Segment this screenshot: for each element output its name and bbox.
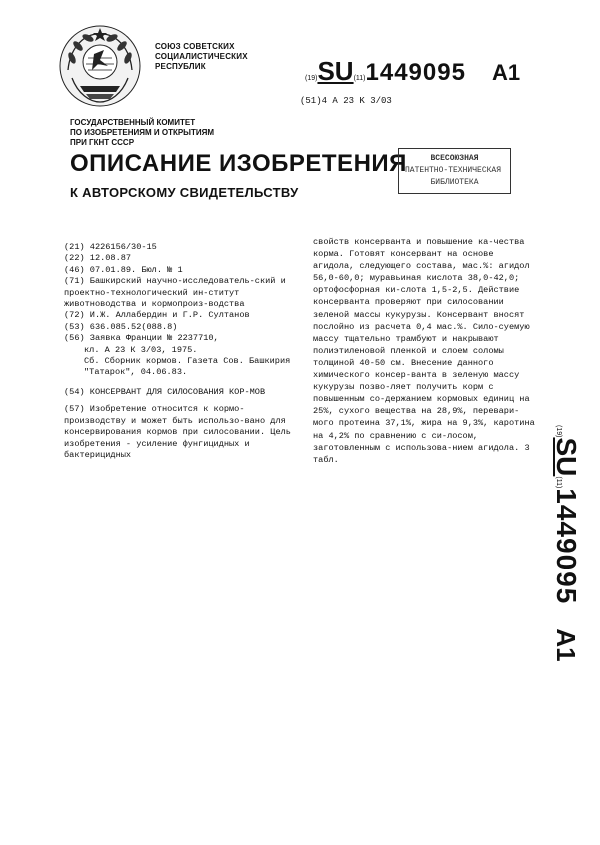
biblio-entry: (21) 4226156/30-15: [64, 242, 157, 252]
biblio-entry: (56) Заявка Франции № 2237710,: [64, 333, 219, 344]
committee-line: ПО ИЗОБРЕТЕНИЯМ И ОТКРЫТИЯМ: [70, 128, 215, 137]
biblio-entry: (72) И.Ж. Аллабердин и Г.Р. Султанов: [64, 310, 250, 321]
committee: [70, 118, 214, 148]
union-line: СОЦИАЛИСТИЧЕСКИХ: [155, 52, 248, 61]
union-line: СОЮЗ СОВЕТСКИХ: [155, 42, 235, 51]
vertical-patent-number: [544, 425, 582, 675]
stamp-line: ВСЕСОЮЗНАЯ: [430, 154, 479, 163]
patent-number: 1449095: [365, 59, 466, 86]
committee-line: ПРИ ГКНТ СССР: [70, 138, 135, 147]
patent-number: 1449095: [551, 488, 582, 605]
stamp-line: БИБЛИОТЕКА: [430, 178, 479, 187]
number-tag: (11): [353, 75, 366, 82]
left-column: [64, 242, 296, 461]
kind-code: A1: [491, 60, 521, 85]
biblio-entry: (53) 636.085.52(088.8): [64, 321, 178, 332]
union-line: РЕСПУБЛИК: [155, 62, 206, 71]
abstract-left: (57) Изобретение относится к кормо-производству и может быть использо-вано для консервирования кормов при силосовании. Цель изобретения - усиление фунгицидных и бактерицидных: [64, 404, 291, 460]
biblio-entry: кл. А 23 К 3/03, 1975.: [84, 344, 198, 355]
patent-number-block: [305, 56, 520, 87]
country-tag: (19): [305, 75, 318, 82]
kind-code: A1: [551, 628, 581, 662]
biblio-entry: (46) 07.01.89. Бюл. № 1: [64, 264, 183, 275]
country-code: SU: [317, 56, 354, 86]
biblio-entry: (71) Башкирский научно-исследователь-ский и проектно-технологический ин-ститут животноводства и кормопроиз-водства: [64, 276, 286, 310]
biblio-entry: (22) 12.08.87: [64, 253, 132, 264]
country-tag: (19): [555, 425, 562, 438]
ipc-classification: (51)4 A 23 K 3/03: [300, 96, 392, 106]
library-stamp: [398, 148, 511, 194]
state-emblem: [58, 24, 142, 108]
country-code: SU: [551, 437, 582, 477]
union-name: [155, 42, 248, 72]
invention-title: (54) КОНСЕРВАНТ ДЛЯ СИЛОСОВАНИЯ КОР-МОВ: [64, 386, 266, 397]
biblio-entry: Сб. Сборник кормов. Газета Сов. Башкирия "Татарок", 04.06.83.: [84, 356, 291, 378]
document-subtitle: К АВТОРСКОМУ СВИДЕТЕЛЬСТВУ: [70, 185, 299, 200]
number-tag: (11): [555, 476, 562, 489]
stamp-line: ПАТЕНТНО-ТЕХНИЧЕСКАЯ: [405, 166, 502, 175]
abstract-right: свойств консерванта и повышение ка-чества корма. Готовят консервант на основе агидола, следующего состава, мас.%: агидол 56,0-60,0; муравьиная кислота 38,0-42,0; ортофосфорная ки-слота 1,5-2,5. Действие консерванта проверяют при силосовании зеленой массы кукурузы. Консервант вносят послойно из расчета 0,4 мас.%. Сило-суемую массу тщательно трамбуют и накрывают полиэтиленовой пленкой и слоем соломы толщиной 40-50 см. Внесение данного химического консер-ванта в зеленую массу кукурузы позво-ляет получить корм с повышенным со-держанием кормовых единиц на 25%, сухого вещества на 28,9%, перевари-мого протеина 37,1%, жира на 9,3%, каротина на 4,2% по сравнению с си-лосом, заготовленным с использова-нием агидола. 3 табл.: [313, 237, 535, 465]
committee-line: ГОСУДАРСТВЕННЫЙ КОМИТЕТ: [70, 118, 196, 127]
document-title: ОПИСАНИЕ ИЗОБРЕТЕНИЯ: [70, 150, 407, 177]
